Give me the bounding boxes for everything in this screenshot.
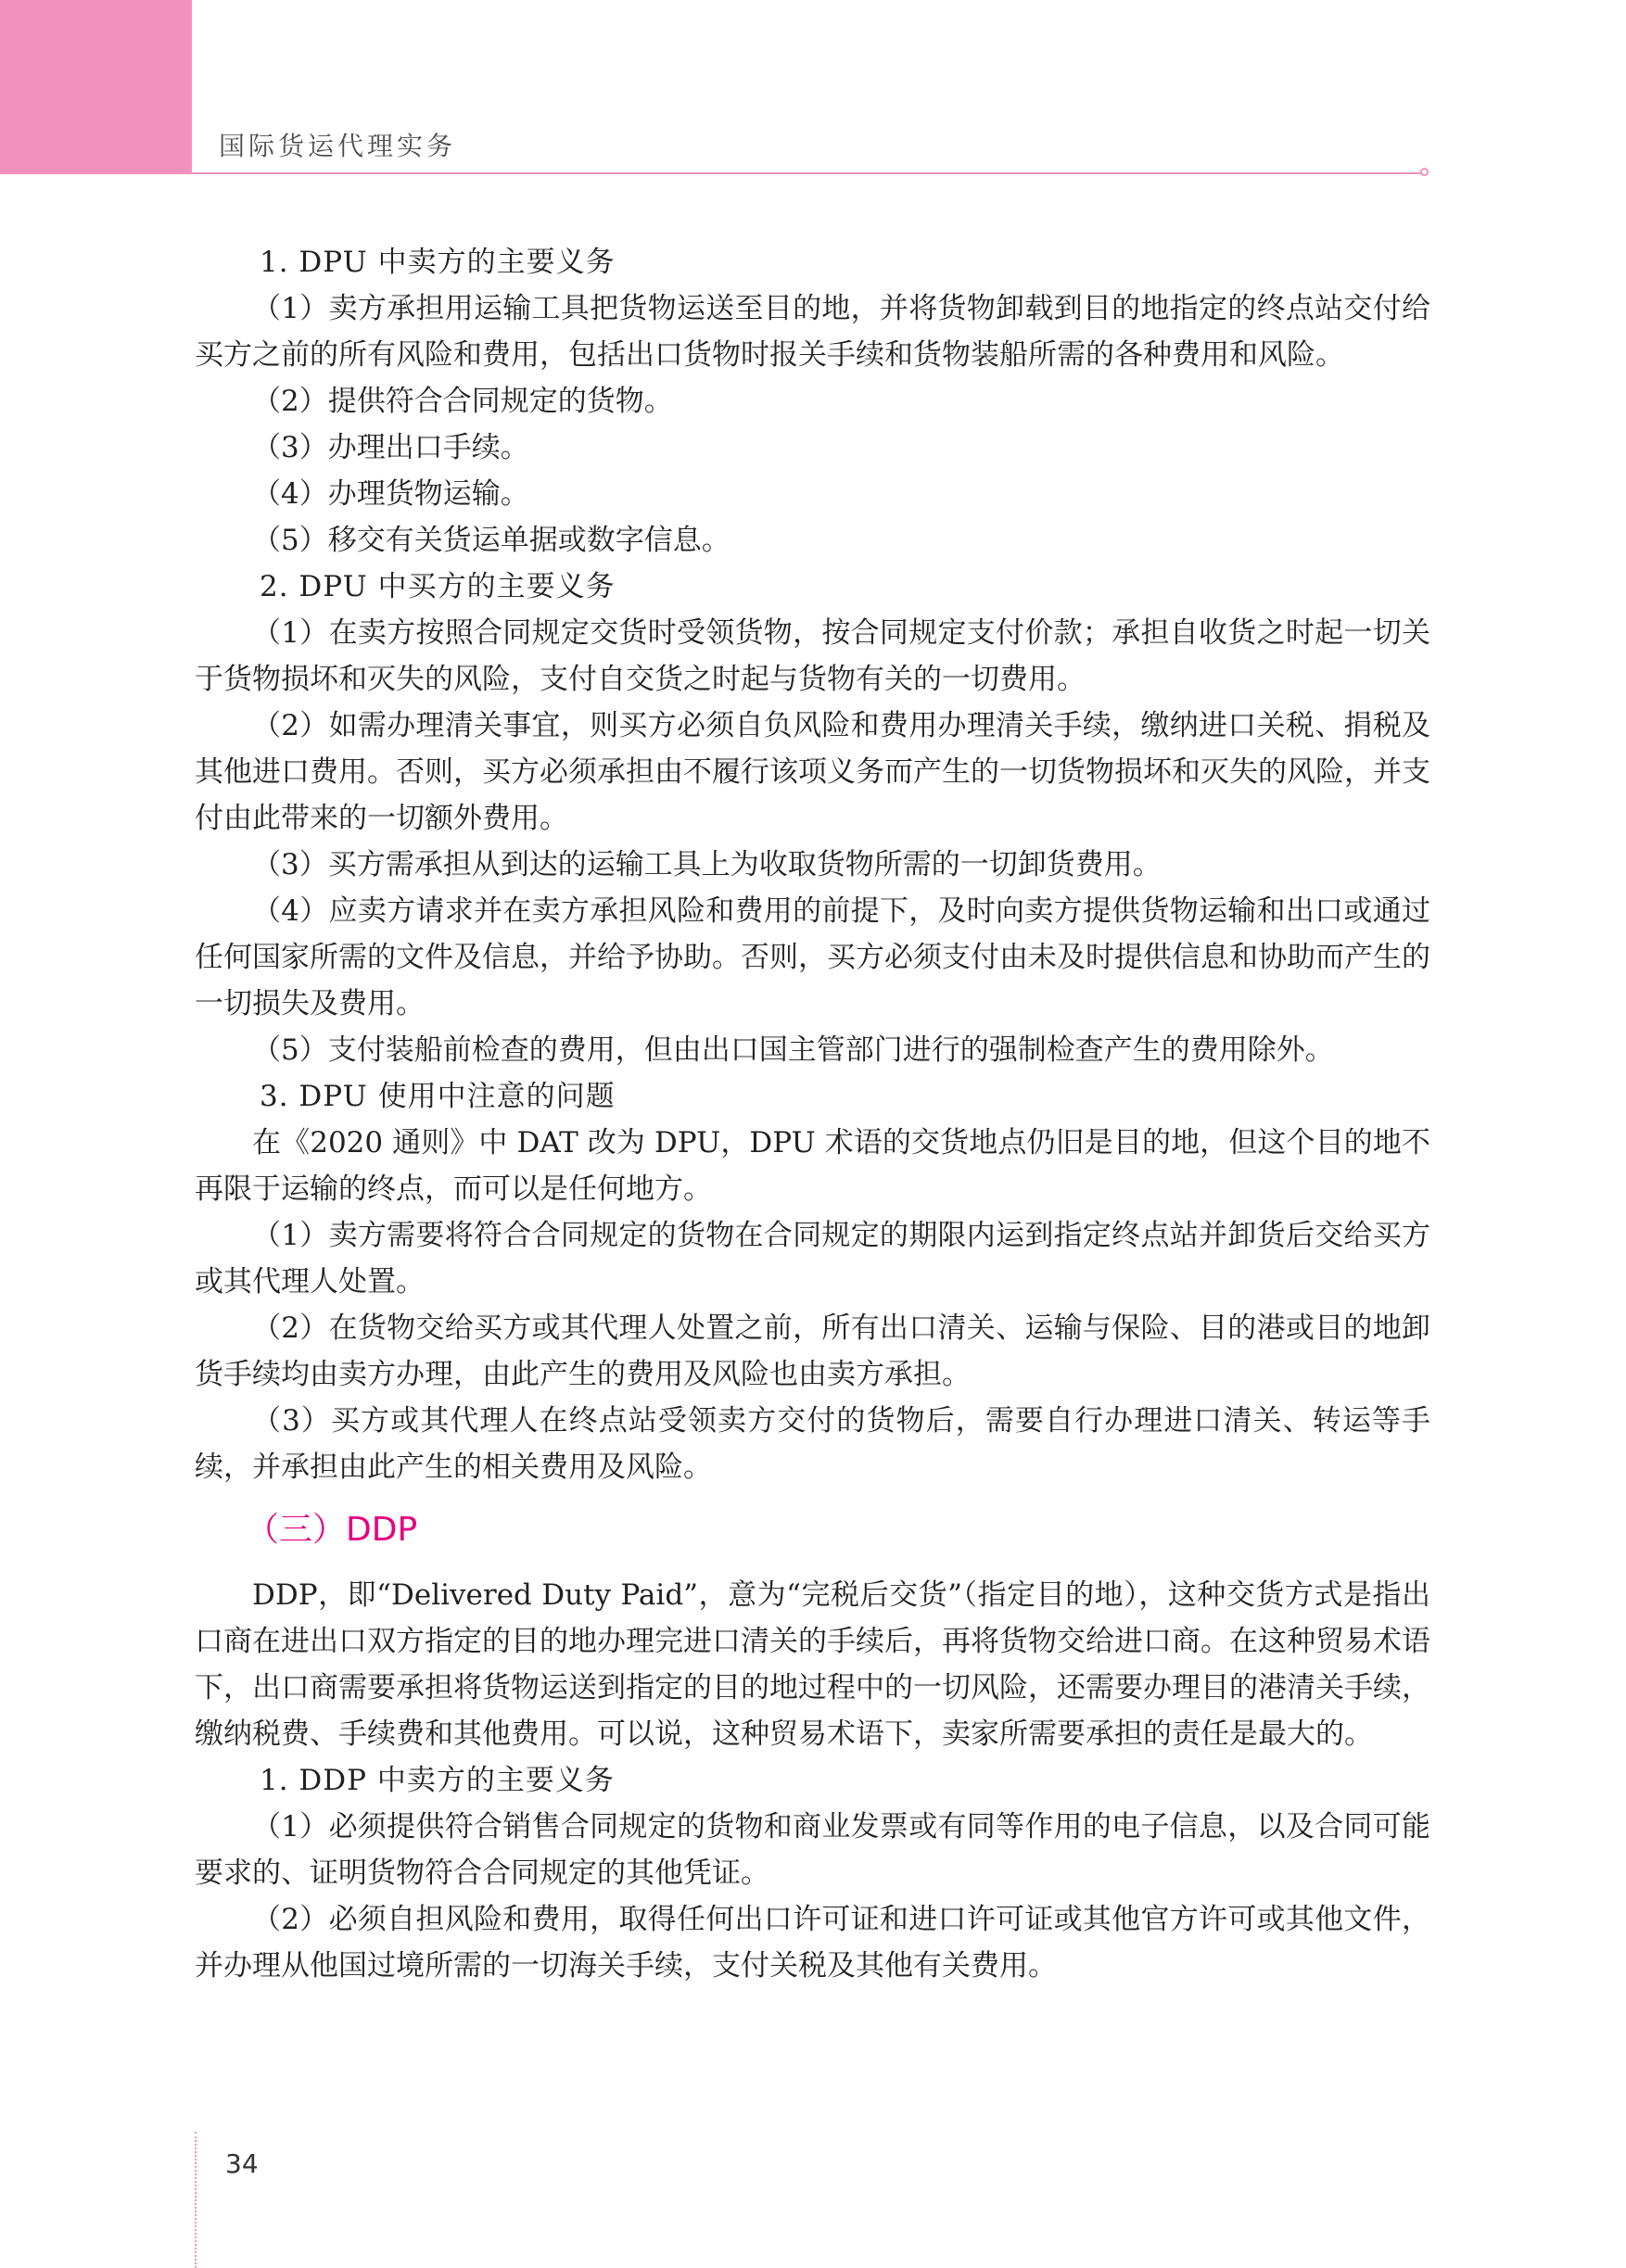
paragraph: （3）买方或其代理人在终点站受领卖方交付的货物后，需要自行办理进口清关、转运等手续，并承担由此产生的相关费用及风险。 (195, 1404, 1430, 1484)
subsection-heading: 1. DPU 中卖方的主要义务 (260, 246, 616, 279)
header-rule (190, 172, 1423, 174)
subsection-heading: 1. DDP 中卖方的主要义务 (260, 1764, 615, 1797)
paragraph: （2）必须自担风险和费用，取得任何出口许可证和进口许可证或其他官方许可或其他文件，并办理从他国过境所需的一切海关手续，支付关税及其他有关费用。 (195, 1903, 1430, 1983)
page-number: 34 (225, 2148, 259, 2179)
paragraph: （2）提供符合合同规定的货物。 (252, 385, 673, 418)
paragraph: （5）移交有关货运单据或数字信息。 (252, 524, 730, 557)
paragraph: （3）买方需承担从到达的运输工具上为收取货物所需的一切卸货费用。 (252, 848, 1162, 881)
paragraph: （1）必须提供符合销售合同规定的货物和商业发票或有同等作用的电子信息，以及合同可能要求的、证明货物符合合同规定的其他凭证。 (195, 1810, 1430, 1890)
paragraph: （4）办理货物运输。 (252, 477, 529, 511)
subsection-heading: 3. DPU 使用中注意的问题 (260, 1080, 616, 1113)
paragraph: （2）在货物交给买方或其代理人处置之前，所有出口清关、运输与保险、目的港或目的地卸货手续均由卖方办理，由此产生的费用及风险也由卖方承担。 (195, 1311, 1430, 1391)
book-title: 国际货运代理实务 (219, 131, 457, 161)
paragraph: （3）办理出口手续。 (252, 431, 529, 464)
header-color-block (0, 0, 190, 174)
subsection-heading: 2. DPU 中买方的主要义务 (260, 570, 616, 603)
page-body (195, 239, 1430, 1989)
paragraph: （1）卖方承担用运输工具把货物运送至目的地，并将货物卸载到目的地指定的终点站交付给买方之前的所有风险和费用，包括出口货物时报关手续和货物装船所需的各种费用和风险。 (195, 292, 1430, 372)
header-rule-end-dot (1420, 168, 1429, 176)
paragraph: （2）如需办理清关事宜，则买方必须自负风险和费用办理清关手续，缴纳进口关税、捐税及其他进口费用。否则，买方必须承担由不履行该项义务而产生的一切货物损坏和灭失的风险，并支付由此带来的一切额外费用。 (195, 709, 1430, 835)
header-divider (190, 0, 192, 174)
paragraph: 在《2020 通则》中 DAT 改为 DPU，DPU 术语的交货地点仍旧是目的地，但这个目的地不再限于运输的终点，而可以是任何地方。 (195, 1126, 1430, 1206)
footer-divider (195, 2132, 197, 2268)
paragraph: （1）卖方需要将符合合同规定的货物在合同规定的期限内运到指定终点站并卸货后交给买方或其代理人处置。 (195, 1219, 1430, 1299)
paragraph: （5）支付装船前检查的费用，但由出口国主管部门进行的强制检查产生的费用除外。 (252, 1033, 1334, 1067)
paragraph: （4）应卖方请求并在卖方承担风险和费用的前提下，及时向卖方提供货物运输和出口或通过任何国家所需的文件及信息，并给予协助。否则，买方必须支付由未及时提供信息和协助而产生的一切损失及费用。 (195, 894, 1430, 1020)
paragraph: DDP，即“Delivered Duty Paid”，意为“完税后交货”（指定目的地），这种交货方式是指出口商在进出口双方指定的目的地办理完进口清关的手续后，再将货物交给进口商。在这种贸易术语下，出口商需要承担将货物运送到指定的目的地过程中的一切风险，还需要办理目的港清关手续，缴纳税费、手续费和其他费用。可以说，这种贸易术语下，卖家所需要承担的责任是最大的。 (195, 1578, 1430, 1751)
paragraph: （1）在卖方按照合同规定交货时受领货物，按合同规定支付价款；承担自收货之时起一切关于货物损坏和灭失的风险，支付自交货之时起与货物有关的一切费用。 (195, 616, 1430, 696)
section-title: （三）DDP (246, 1511, 418, 1549)
